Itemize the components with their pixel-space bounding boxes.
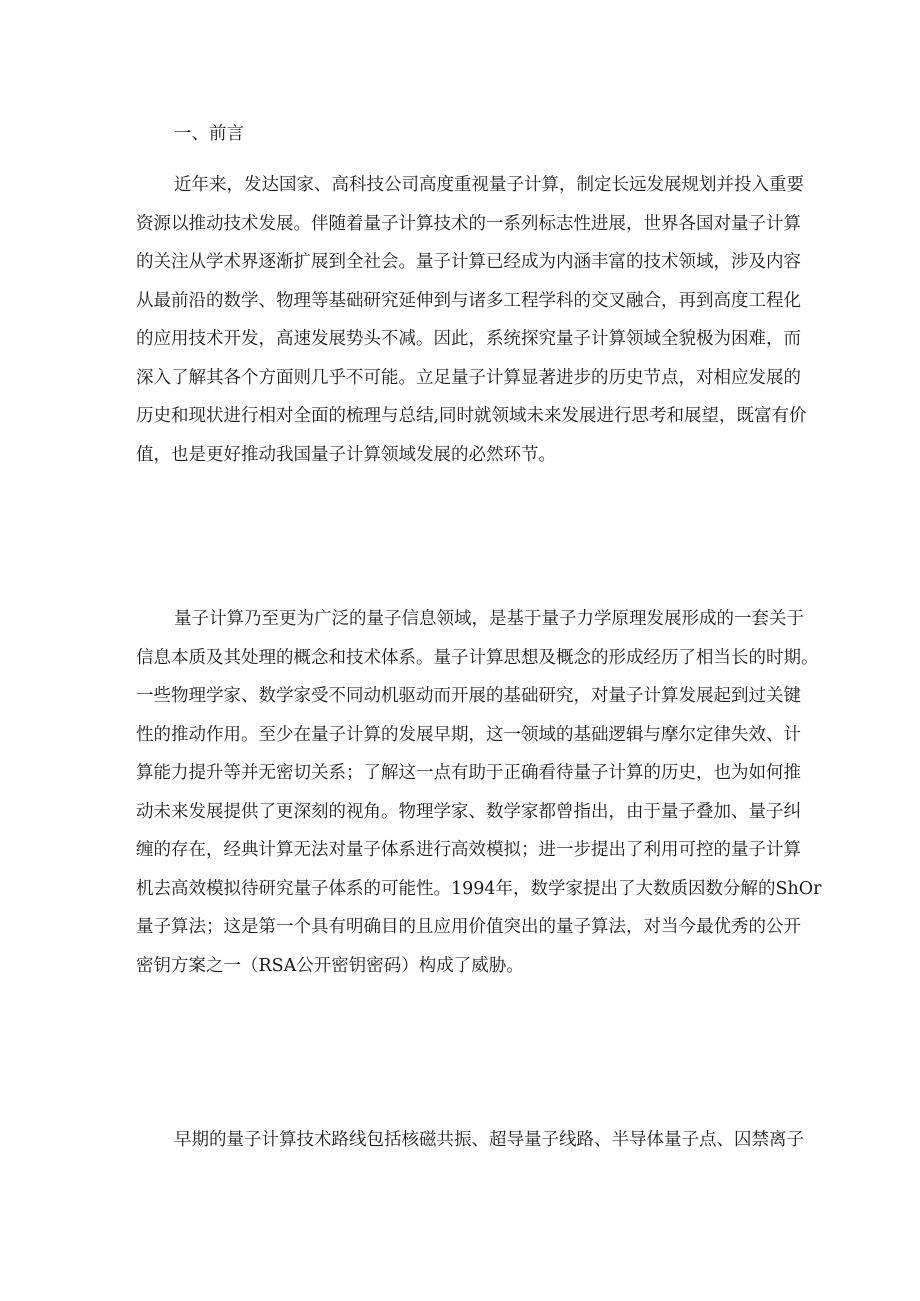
- paragraph-line: 性的推动作用。至少在量子计算的发展早期，这一领域的基础逻辑与摩尔定律失效、计: [136, 724, 801, 745]
- paragraph-line: 的应用技术开发，高速发展势头不减。因此，系统探究量子计算领域全貌极为困难，而: [136, 329, 801, 349]
- paragraph-line: 量子算法；这是第一个具有明确目的且应用价值突出的量子算法，对当今最优秀的公开: [136, 917, 801, 937]
- paragraph-line: 近年来，发达国家、高科技公司高度重视量子计算，制定长远发展规划并投入重要: [174, 175, 804, 195]
- paragraph-line: 算能力提升等并无密切关系；了解这一点有助于正确看待量子计算的历史，也为如何推: [136, 763, 801, 783]
- paragraph-line: 密钥方案之一（RSA公开密钥密码）构成了威胁。: [136, 955, 524, 976]
- paragraph-routes: [136, 1121, 804, 1160]
- paragraph-line: 资源以推动技术发展。伴随着量子计算技术的一系列标志性进展，世界各国对量子计算: [136, 213, 801, 234]
- paragraph-line: 从最前沿的数学、物理等基础研究延伸到与诸多工程学科的交叉融合，再到高度工程化: [136, 290, 801, 311]
- paragraph-line: 早期的量子计算技术路线包括核磁共振、超导量子线路、半导体量子点、囚禁离子: [174, 1130, 804, 1150]
- paragraph-history: [136, 600, 822, 985]
- paragraph-line: 深入了解其各个方面则几乎不可能。立足量子计算显著进步的历史节点，对相应发展的: [136, 367, 801, 388]
- paragraph-line: 缠的存在，经典计算无法对量子体系进行高效模拟；进一步提出了利用可控的量子计算: [136, 840, 801, 860]
- section-heading: 一、前言: [174, 124, 244, 144]
- paragraph-line: 机去高效模拟待研究量子体系的可能性。1994年，数学家提出了大数质因数分解的ShOr: [136, 878, 822, 899]
- paragraph-line: 一些物理学家、数学家受不同动机驱动而开展的基础研究，对量子计算发展起到过关键: [136, 686, 801, 706]
- paragraph-line: 量子计算乃至更为广泛的量子信息领域，是基于量子力学原理发展形成的一套关于: [174, 609, 804, 629]
- paragraph-line: 动未来发展提供了更深刻的视角。物理学家、数学家都曾指出，由于量子叠加、量子纠: [136, 801, 801, 822]
- paragraph-line: 的关注从学术界逐渐扩展到全社会。量子计算已经成为内涵丰富的技术领域，涉及内容: [136, 252, 801, 272]
- paragraph-line: 值，也是更好推动我国量子计算领域发展的必然环节。: [136, 444, 556, 465]
- paragraph-intro: [136, 166, 807, 474]
- paragraph-line: 信息本质及其处理的概念和技术体系。量子计算思想及概念的形成经历了相当长的时期。: [136, 647, 819, 668]
- paragraph-line: 历史和现状进行相对全面的梳理与总结,同时就领域未来发展进行思考和展望，既富有价: [136, 406, 807, 426]
